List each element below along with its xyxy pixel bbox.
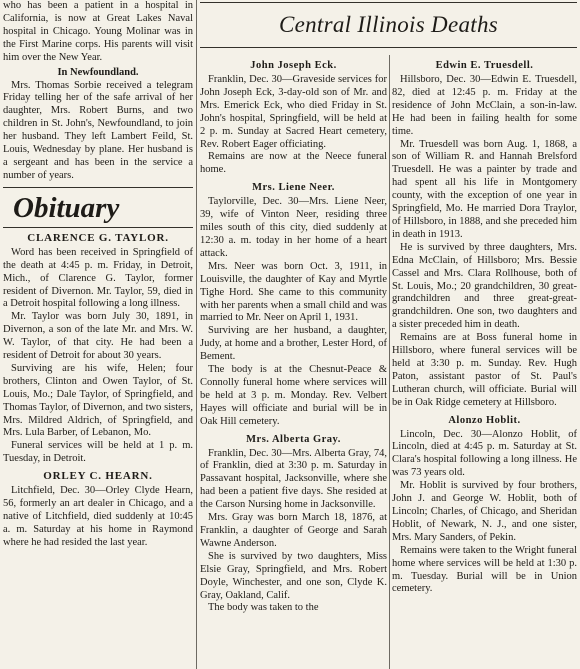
article-paragraph: Surviving are her husband, a daughter, Judy, at home and a brother, Lester Hord, of Bement.	[200, 325, 387, 363]
obituary-name: Mrs. Liene Neer.	[252, 182, 335, 194]
right-column	[392, 55, 577, 669]
left-column	[3, 0, 193, 669]
article-paragraph: Mrs. Thomas Sorbie received a telegram Friday telling her of the safe arrival of her daughter, Mrs. Robert Burns, and two children in St. John's, Newfoundland, to join her husband. They left Lambert Feild, St. Louis, Wednesday by plane. Her husband is a sergeant and has been in the service a number of years.	[3, 79, 193, 181]
article-paragraph: Word has been received in Springfield of the death at 4:45 p. m. Friday, in Detroit, Mich., of Clarence G. Taylor, former resident of Divernon. Mr. Taylor, 59, died in a Detroit hospital following a long illness.	[3, 246, 193, 310]
obituary-title: Obituary	[13, 191, 120, 224]
obituary-header	[3, 187, 193, 228]
article-paragraph: Mrs. Gray was born March 18, 1876, at Franklin, a daughter of George and Sarah Wawne Anderson.	[200, 512, 387, 549]
article-paragraph: Litchfield, Dec. 30—Orley Clyde Hearn, 56, formerly an art dealer in Chicago, and a native of Litchfield, died suddenly at 10:45 a. m. Saturday at his home in Raymond where he had resided the last year.	[3, 485, 193, 548]
obituary-name: CLARENCE G. TAYLOR.	[27, 231, 169, 244]
section-title: Central Illinois Deaths	[278, 12, 498, 37]
article-paragraph: Remains are at Boss funeral home in Hillsboro, where funeral services will be held at 3:30 p. m. Sunday. Rev. Hugh Paton, assistant pastor of St. Paul's Lutheran church, will officiate. Burial will be in Oak Ridge cemetery at Hillsboro.	[392, 332, 577, 408]
article-paragraph: Mr. Truesdell was born Aug. 1, 1868, a son of William R. and Hannah Brelsford Truesdell. He was a painter by trade and had spent all his life in Montgomery county, with the exception of one year in Springfield, Mo. He married Dora Traylor, of Hillsboro, in 1888, and she preceded him in death in 1913.	[392, 138, 577, 240]
column-divider	[389, 55, 390, 669]
article-paragraph: Taylorville, Dec. 30—Mrs. Liene Neer, 39, wife of Vinton Neer, residing three miles south of this city, died suddenly at 12:30 a. m. today in her home of a heart attack.	[200, 196, 387, 259]
article-paragraph: Mrs. Neer was born Oct. 3, 1911, in Louisville, the daughter of Kay and Myrtle Tighe Hord. She came to this community with her parents when a small child and was married to Mr. Neer on April 1, 1931.	[200, 260, 387, 324]
article-paragraph: Surviving are his wife, Helen; four brothers, Clinton and Owen Taylor, of St. Louis, Mo.; Dale Taylor, of Springfield, and Thomas Taylor, of Divernon, and two sisters, Mrs. Mildred Aldrich, of Springfield, and Mrs. Lula Barber, of Lebanon, Mo.	[3, 362, 193, 439]
article-paragraph: Lincoln, Dec. 30—Alonzo Hoblit, of Lincoln, died at 4:45 p. m. Saturday at St. Clara's hospital following a long illness. He was 73 years old.	[392, 428, 577, 479]
article-paragraph: Franklin, Dec. 30—Mrs. Alberta Gray, 74, of Franklin, died at 3:30 p. m. Saturday in Passavant hospital, Jacksonville, where she had been a patient five days. She resided at the Carson Nursing home in Jacksonville.	[200, 447, 387, 511]
article-paragraph: who has been a patient in a hospital in California, is now at Great Lakes Naval hospital in Chicago. Young Molinar was in the First Marine corps. His parents will visit him over the New Year.	[3, 0, 193, 63]
obituary-name: Alonzo Hoblit.	[448, 414, 521, 426]
obituary-name: Mrs. Alberta Gray.	[246, 433, 341, 445]
middle-column	[200, 55, 387, 669]
article-paragraph: The body is at the Chesnut-Peace & Connolly funeral home where services will be held at 3 p. m. Monday. Rev. Velbert Hayes will officiate and burial will be in Oak Hill cemetery.	[200, 364, 387, 427]
article-paragraph: Franklin, Dec. 30—Graveside services for John Joseph Eck, 3-day-old son of Mr. and Mrs. Emerick Eck, who died Friday in St. John's hospital, Springfield, will be held at 2 p. m. Sunday at Sacred Heart cemetery, Rev. Robert Eager officiating.	[200, 74, 387, 150]
subheading: In Newfoundland.	[57, 66, 139, 78]
article-paragraph: Remains are now at the Neece funeral home.	[200, 151, 387, 176]
section-banner	[200, 2, 577, 48]
article-paragraph: Funeral services will be held at 1 p. m. Tuesday, in Detroit.	[3, 440, 193, 465]
article-paragraph: The body was taken to the	[208, 602, 319, 614]
article-paragraph: Remains were taken to the Wright funeral home where services will be held at 1:30 p. m. Tuesday. Burial will be in Union cemetery.	[392, 544, 577, 595]
article-paragraph: She is survived by two daughters, Miss Elsie Gray, Springfield, and Mrs. Robert Doyle, Winchester, and one son, Clyde K. Gray, Oakland, Calif.	[200, 550, 387, 601]
article-paragraph: He is survived by three daughters, Mrs. Edna McClain, of Hillsboro; Mrs. Bessie Cassel and Mrs. Clara Rollhouse, both of St. Louis, Mo.; 20 grandchildren, 30 great-grandchildren and three great-great-grandchildren. One son, two daughters and a sister preceded him in death.	[392, 241, 577, 331]
article-paragraph: Hillsboro, Dec. 30—Edwin E. Truesdell, 82, died at 12:45 p. m. Friday at the residence of John McClain, a son-in-law. He had been in failing health for some time.	[392, 74, 577, 137]
obituary-name: John Joseph Eck.	[250, 60, 337, 71]
obituary-name: ORLEY C. HEARN.	[43, 470, 153, 483]
article-paragraph: Mr. Taylor was born July 30, 1891, in Divernon, a son of the late Mr. and Mrs. W. W. Taylor, of that city. He had been a resident of Detroit for about 30 years.	[3, 311, 193, 362]
article-paragraph: Mr. Hoblit is survived by four brothers, John J. and George W. Hoblit, both of Lincoln; Charles, of Chicago, and Sheridan Hoblit, of Newark, N. J., and one sister, Mrs. Mary Sanders, of Pekin.	[392, 480, 577, 543]
obituary-name: Edwin E. Truesdell.	[435, 60, 534, 71]
column-divider	[196, 0, 197, 669]
